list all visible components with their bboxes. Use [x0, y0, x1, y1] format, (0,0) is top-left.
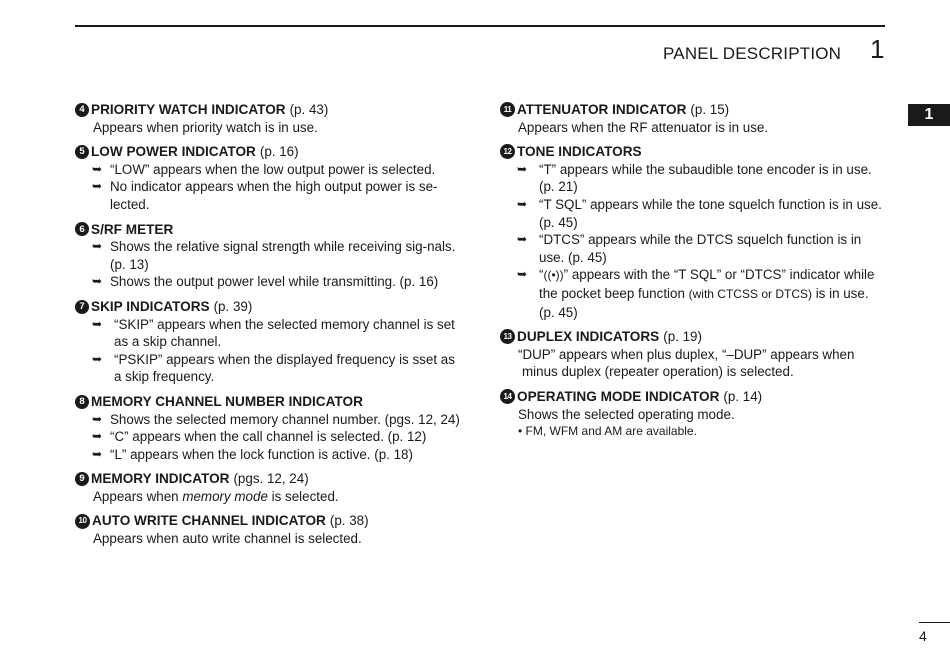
item-number-badge: 7: [75, 300, 89, 314]
entry-title: SKIP INDICATORS: [91, 298, 210, 314]
right-column: [500, 101, 887, 448]
item-number-badge: 13: [500, 329, 515, 344]
arrow-bullet-icon: [92, 273, 102, 291]
page-number: 4: [919, 628, 927, 644]
arrow-bullet-icon: [517, 161, 527, 179]
arrow-bullet-icon: [517, 196, 527, 214]
item-number-badge: 4: [75, 103, 89, 117]
entry-memory-indicator: [75, 470, 462, 505]
left-column: [75, 101, 462, 555]
bullet-item: ➥ “T” appears while the subaudible tone encoder is in use. (p. 21): [500, 161, 887, 196]
entry-title: PRIORITY WATCH INDICATOR: [91, 102, 286, 117]
entry-title: S/RF METER: [91, 221, 174, 237]
entry-title: OPERATING MODE INDICATOR: [517, 388, 720, 404]
item-number-badge: 11: [500, 102, 515, 117]
entry-s-rf-meter: [75, 221, 462, 291]
arrow-bullet-icon: [92, 238, 102, 256]
item-number-badge: 14: [500, 389, 515, 404]
arrow-bullet-icon: [517, 266, 527, 284]
chapter-number: 1: [870, 34, 885, 64]
arrow-bullet-icon: [92, 411, 102, 429]
arrow-bullet-icon: [92, 428, 102, 446]
entry-title: MEMORY INDICATOR: [91, 471, 230, 487]
arrow-bullet-icon: [92, 351, 102, 369]
page-ref: (p. 16): [259, 144, 299, 160]
arrow-bullet-icon: [92, 446, 102, 464]
bullet-item: ➥ Shows the output power level while transmitting. (p. 16): [75, 273, 462, 291]
item-number-badge: 9: [75, 472, 89, 486]
arrow-bullet-icon: [92, 178, 102, 196]
item-number-badge: 12: [500, 144, 515, 159]
entry-priority-watch: [75, 101, 462, 136]
item-number-badge: 5: [75, 145, 89, 159]
page-ref: (pgs. 12, 24): [233, 471, 309, 487]
entry-duplex-indicators: [500, 328, 887, 381]
entry-auto-write-channel: [75, 512, 462, 547]
entry-skip-indicators: [75, 298, 462, 386]
bullet-item: ➥ “PSKIP” appears when the displayed frequency is sset as a skip frequency.: [75, 351, 462, 386]
arrow-bullet-icon: [517, 231, 527, 249]
page-ref: (p. 14): [723, 388, 763, 404]
pocket-beep-icon: ((•)): [543, 268, 564, 283]
bullet-item: ➥ “LOW” appears when the low output power is selected.: [75, 161, 462, 179]
entry-note: • FM, WFM and AM are available.: [518, 424, 697, 439]
entry-text: Appears when memory mode is selected.: [93, 488, 339, 504]
entry-tone-indicators: [500, 143, 887, 321]
entry-operating-mode: [500, 388, 887, 441]
bullet-item: ➥ Shows the relative signal strength while receiving sig-nals. (p. 13): [75, 238, 462, 273]
entry-title: TONE INDICATORS: [517, 144, 642, 160]
entry-memory-channel-number: [75, 393, 462, 463]
item-number-badge: 8: [75, 395, 89, 409]
arrow-bullet-icon: [92, 316, 102, 334]
page-ref: (p. 19): [663, 329, 702, 345]
bullet-item: ➥ “C” appears when the call channel is selected. (p. 12): [75, 428, 462, 446]
entry-low-power: [75, 143, 462, 213]
bullet-item: ➥ Shows the selected memory channel number. (pgs. 12, 24): [75, 411, 462, 429]
item-number-badge: 10: [75, 514, 90, 529]
bullet-item: ➥ “DTCS” appears while the DTCS squelch function is in use. (p. 45): [500, 231, 887, 266]
entry-title: MEMORY CHANNEL NUMBER INDICATOR: [91, 393, 363, 409]
header-rule: [75, 25, 885, 27]
bullet-item: ➥ “SKIP” appears when the selected memory channel is set as a skip channel.: [75, 316, 462, 351]
entry-text: Appears when priority watch is in use.: [93, 119, 318, 135]
bullet-item: ➥ “((•))” appears with the “T SQL” or “DTCS” indicator while the pocket beep function (with CTCSS or DTCS) is in use. (p. 45): [500, 266, 887, 321]
bullet-item: ➥ “L” appears when the lock function is active. (p. 18): [75, 446, 462, 464]
entry-title: AUTO WRITE CHANNEL INDICATOR: [92, 513, 326, 529]
page-ref: (p. 39): [213, 298, 253, 314]
entry-attenuator: [500, 101, 887, 136]
bullet-item: ➥ No indicator appears when the high output power is se-lected.: [75, 178, 462, 213]
page-ref: (p. 38): [329, 513, 369, 529]
entry-title: DUPLEX INDICATORS: [517, 329, 660, 345]
entry-text: Appears when the RF attenuator is in use.: [518, 119, 769, 135]
entry-title: ATTENUATOR INDICATOR: [517, 102, 687, 117]
page-ref: (p. 15): [690, 102, 730, 117]
entry-text: Appears when auto write channel is selected.: [93, 531, 362, 547]
entry-text: “DUP” appears when plus duplex, “–DUP” appears when minus duplex (repeater operation) is selected.: [518, 346, 855, 380]
entry-text: Shows the selected operating mode.: [518, 406, 735, 422]
entry-title: LOW POWER INDICATOR: [91, 144, 256, 160]
item-number-badge: 6: [75, 222, 89, 236]
page-ref: (p. 43): [289, 102, 329, 117]
arrow-bullet-icon: [92, 161, 102, 179]
chapter-tab: 1: [908, 104, 950, 126]
footer-rule: [919, 622, 950, 623]
section-title: PANEL DESCRIPTION: [663, 44, 842, 63]
bullet-item: ➥ “T SQL” appears while the tone squelch function is in use. (p. 45): [500, 196, 887, 231]
